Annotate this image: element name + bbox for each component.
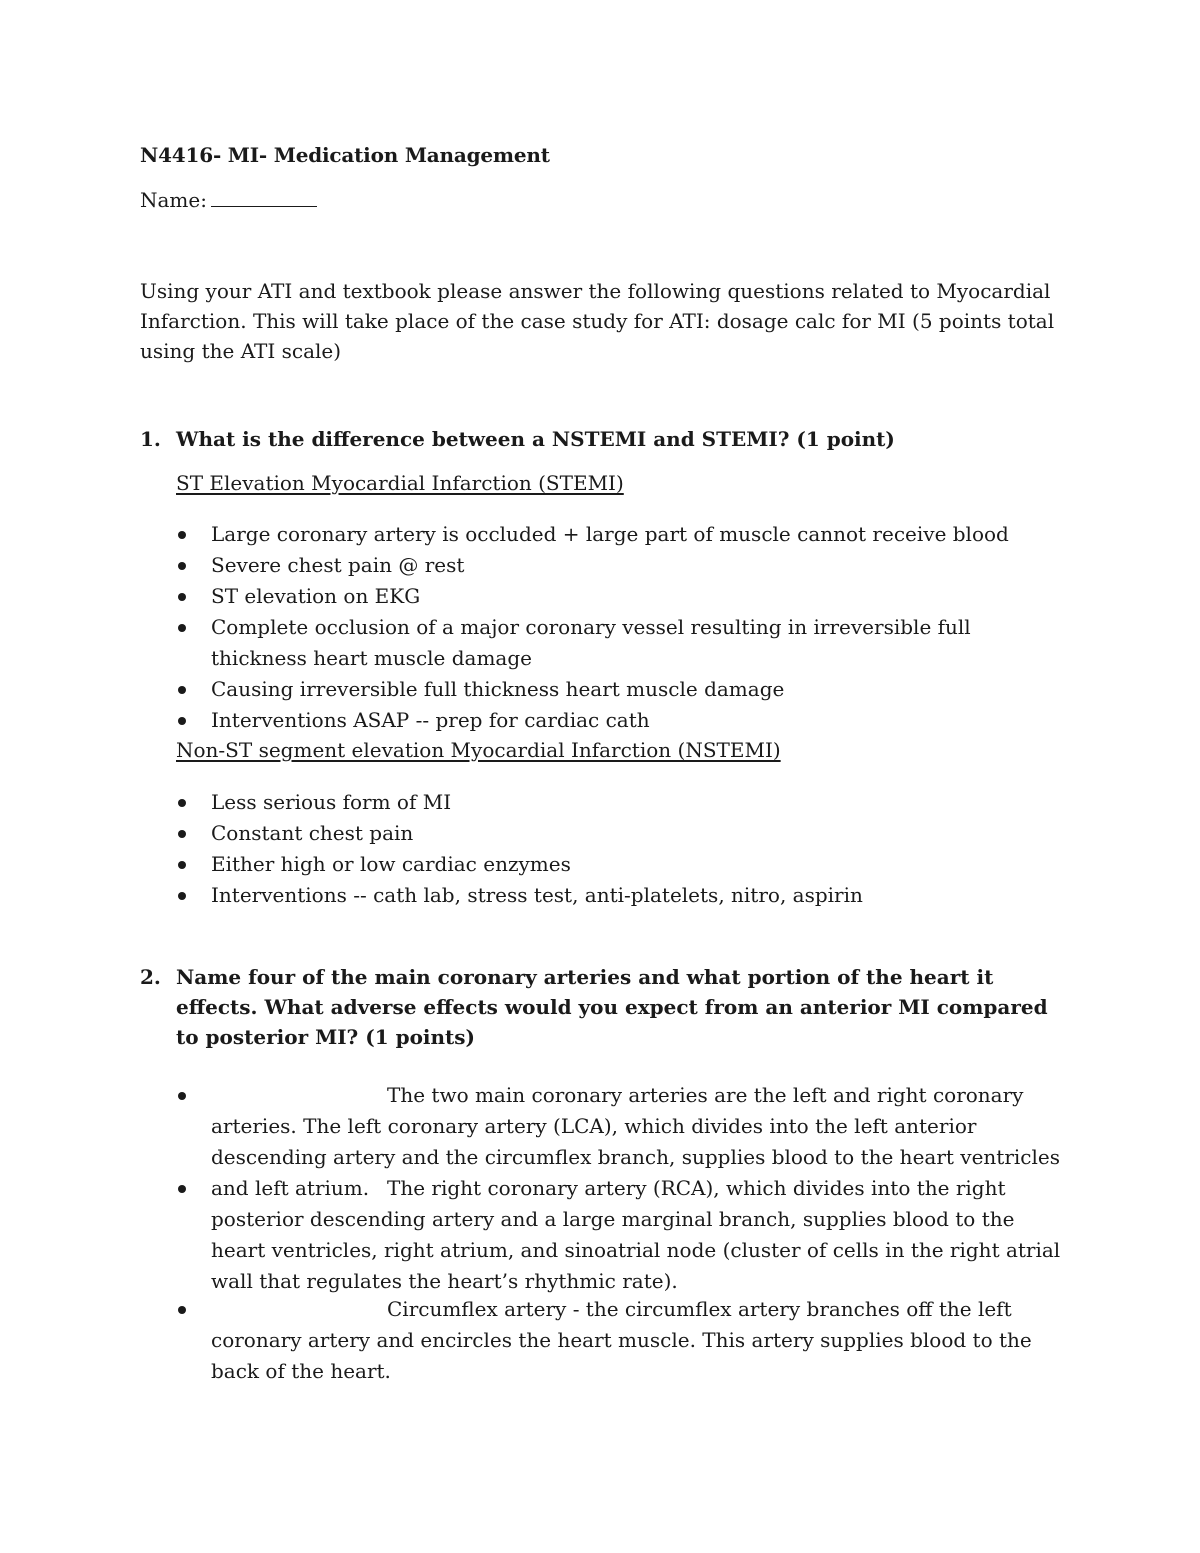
intro-paragraph: Using your ATI and textbook please answer the following questions related to Myocardial Infarction. This will take place of the case study for ATI: dosage calc for MI (5 points total using the ATI scale)	[140, 279, 1055, 363]
name-blank-line	[211, 188, 317, 207]
artery-item-3	[176, 1294, 1066, 1387]
stemi-heading: ST Elevation Myocardial Infarction (STEMI)	[176, 471, 624, 495]
list-item: Less serious form of MI	[176, 787, 1056, 818]
list-item: ST elevation on EKG	[176, 581, 1056, 612]
bullet-icon	[178, 1306, 186, 1314]
artery-text-1: The two main coronary arteries are the left and right coronary arteries. The left coronary artery (LCA), which divides into the left anterior descending artery and the circumflex branch, supplies blood to the heart ventricles and left atrium.	[211, 1083, 1060, 1200]
list-item: Constant chest pain	[176, 818, 1056, 849]
question-2	[140, 962, 1048, 1049]
question-1-number: 1.	[140, 427, 161, 451]
name-label: Name:	[140, 188, 207, 212]
nstemi-list	[176, 787, 1056, 911]
bullet-icon	[178, 1092, 186, 1100]
list-item: Complete occlusion of a major coronary vessel resulting in irreversible full thickness heart muscle damage	[176, 612, 1031, 674]
question-1-text: What is the difference between a NSTEMI and STEMI? (1 point)	[176, 427, 895, 451]
list-item: Interventions -- cath lab, stress test, anti-platelets, nitro, aspirin	[176, 880, 1056, 911]
artery-item-2	[176, 1173, 1066, 1297]
bullet-icon	[178, 1185, 186, 1193]
list-item: Interventions ASAP -- prep for cardiac cath	[176, 705, 1056, 736]
artery-text-3: Circumflex artery - the circumflex artery branches off the left coronary artery and encircles the heart muscle. This artery supplies blood to the back of the heart.	[211, 1297, 1032, 1383]
question-2-number: 2.	[140, 965, 161, 989]
list-item: Either high or low cardiac enzymes	[176, 849, 1056, 880]
artery-text-2: The right coronary artery (RCA), which divides into the right posterior descending artery and a large marginal branch, supplies blood to the heart ventricles, right atrium, and sinoatrial node (cluster of cells in the right atrial wall that regulates the heart’s rhythmic rate).	[211, 1176, 1061, 1293]
stemi-list	[176, 519, 1056, 736]
list-item: Causing irreversible full thickness heart muscle damage	[176, 674, 1056, 705]
question-1	[140, 424, 895, 454]
question-2-text: Name four of the main coronary arteries and what portion of the heart it effects. What adverse effects would you expect from an anterior MI compared to posterior MI? (1 points)	[176, 965, 1048, 1049]
list-item: Severe chest pain @ rest	[176, 550, 1056, 581]
list-item: Large coronary artery is occluded + large part of muscle cannot receive blood	[176, 519, 1056, 550]
document-title: N4416- MI- Medication Management	[140, 143, 550, 167]
name-field	[140, 188, 317, 212]
nstemi-heading: Non-ST segment elevation Myocardial Infarction (NSTEMI)	[176, 738, 781, 762]
